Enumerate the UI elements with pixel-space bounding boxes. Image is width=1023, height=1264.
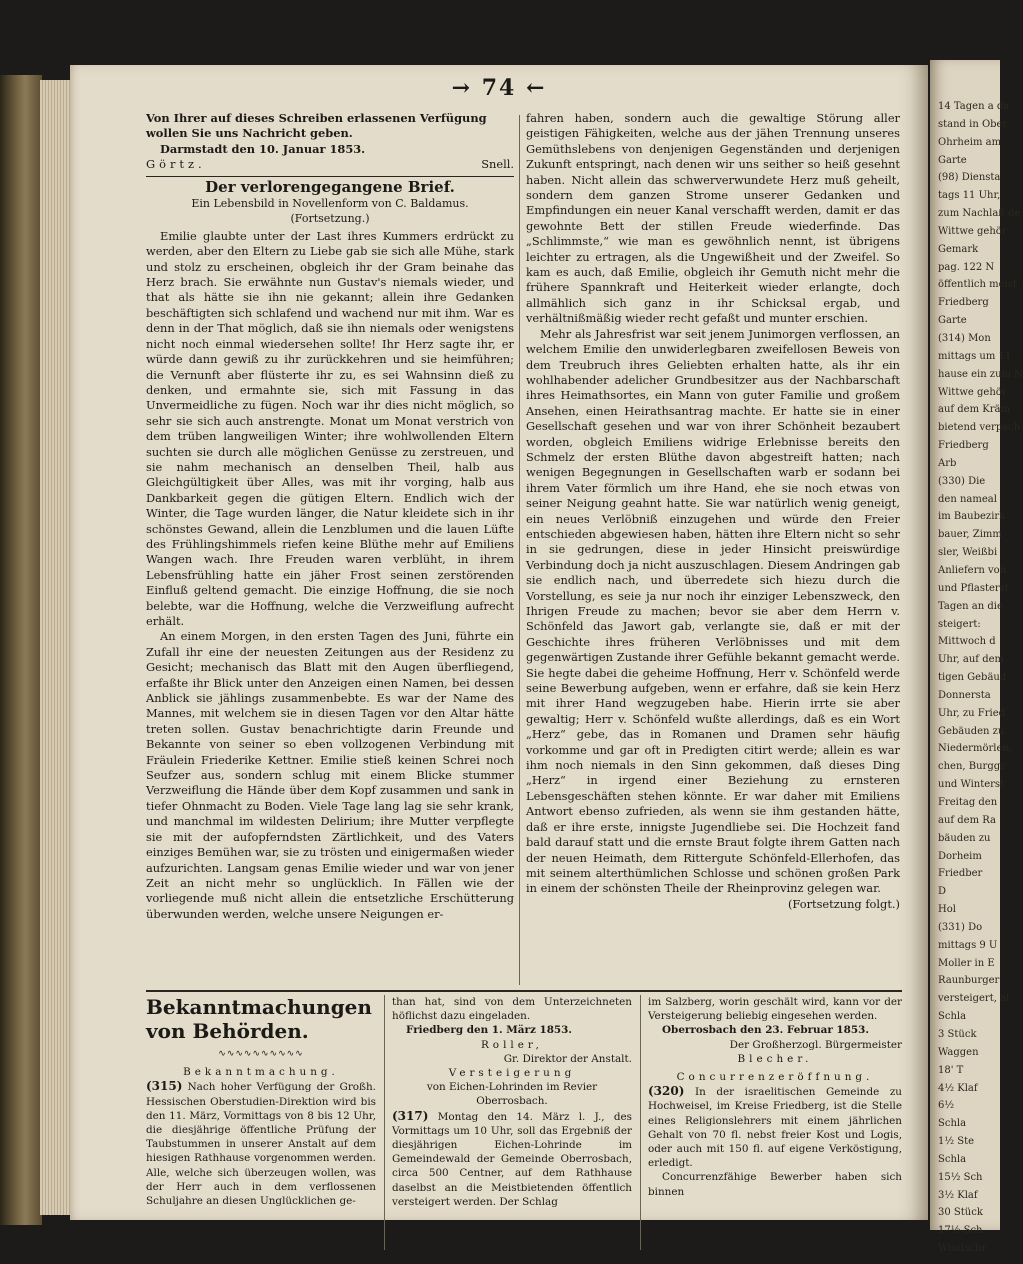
book-spine: [0, 75, 42, 1225]
facing-page-fragment: und Winterst: [938, 779, 1005, 791]
notice-text: In der israelitischen Gemeinde zu Hochweisel, im Kreise Friedberg, ist die Stelle eines Religionslehrers mit einem jährlichen Gehalt von 70 fl. nebst freier Kost und Logis, oder auch mit 150 fl. auf eigene Verköstigung, erledigt.: [648, 1086, 902, 1170]
facing-page-fragment: 17½ Sch: [938, 1225, 983, 1237]
facing-page-fragment: Niedermörlen,: [938, 743, 1012, 755]
facing-page-fragment: auf dem Kräm: [938, 404, 1010, 416]
facing-page-fragment: mittags 9 U: [938, 939, 998, 951]
facing-page-fragment: Friedber: [938, 868, 983, 880]
paragraph: Emilie glaubte unter der Last ihres Kummers erdrückt zu werden, aber den Eltern zu Liebe gab sie sich alle Mühe, stark und stolz zu erscheinen, obgleich ihr der Gram beinahe das Herz brach. Sie erwähnte nun Gustav's niemals wieder, und that als hätte sie ihn nie gekannt; allein ihre Gedanken beschäftigten sich schlafend und wachend nur mit ihm. War es denn in der That möglich, daß sie ihn niemals oder wenigstens nicht noch einmal wiedersehen sollte! Ihr Herz sagte ihr, er würde dann gewiß zu ihr zurückkehren und sie heimführen; die Vernunft aber flüsterte ihr zu, es sei Wahnsinn dieß zu denken, und ermahnte sie, sich mit Fassung in das Unvermeidliche zu fügen. Noch war ihr dies nicht möglich, so sehr sie sich auch anstrengte. Monat um Monat verstrich von dem trüben langweiligen Winter; ihre wohlwollenden Eltern suchten sie durch alle möglichen Genüsse zu zerstreuen, und sie nahm mechanisch an denselben Theil, halb aus Gleichgültigkeit über Alles, was mit ihr vorging, halb aus Dankbarkeit gegen die gütigen Eltern. Endlich wich der Winter, die Tage wurden länger, die Natur kleidete sich in ihr schönstes Gewand, allein die Lenzblumen und die lauen Lüfte des Frühlingshimmels riefen keine Blüthe mehr auf Emiliens Wangen wach. Ihre Freuden waren verblüht, in ihrem Lebensfrühling hatte ein jäher Frost seinen zerstörenden Einfluß geltend gemacht. Die einzige Hoffnung, die sie noch belebte, war die Hoffnung, welche die Verzweiflung aufrecht erhält.: [146, 228, 514, 628]
facing-page-fragment: Freitag den: [938, 797, 998, 808]
facing-page-fragment: versteigert, al: [938, 993, 1010, 1005]
notice-text: than hat, sind von dem Unterzeichneten höflichst dazu eingeladen.: [392, 996, 632, 1023]
facing-page-fragment: sler, Weißbi: [938, 547, 998, 559]
facing-page-fragment: Tagen an die: [938, 600, 1003, 612]
facing-page-fragment: Uhr, zu Fried: [938, 707, 1006, 719]
facing-page-fragment: (314) Mon: [938, 333, 991, 344]
notice-text: Nach hoher Verfügung der Großh. Hessischen Oberstudien-Direktion wird bis den 11. März, Vormittags von 8 bis 12 Uhr, die diesjährige öffentliche Prüfung der Taubstummen in unserer Anstalt auf dem hiesigen Rathhause vorgenommen werden. Alle, welche sich überzeugen wollen, was der Herr auch in dem verflossenen Schuljahre an diesen Unglücklichen ge-: [146, 1081, 376, 1208]
left-column: [146, 111, 514, 922]
notice-column-2: [392, 995, 632, 1209]
facing-page-fragment: Hol: [938, 904, 956, 916]
facing-page-fragment: Wittwe gehör: [938, 386, 1007, 398]
facing-page-fragment: hause ein zum N: [938, 368, 1023, 380]
page-number: → 74 ←: [451, 75, 547, 101]
notice-divider: [640, 995, 641, 1250]
notice-divider: [384, 995, 385, 1250]
signature-line: [146, 157, 514, 172]
signer: Blecher.: [737, 1052, 813, 1065]
continuation-note: (Fortsetzung folgt.): [787, 896, 900, 911]
page-edges: [40, 80, 72, 1215]
paragraph: An einem Morgen, in den ersten Tagen des Juni, führte ein Zufall ihr eine der neuesten Zeitungen aus der Residenz zu Gesicht; mechanisch das Blatt mit den Augen überfliegend, erfaßte ihr Blick unter den Anzeigen einen Namen, bei dessen Anblick sie jählings zusammenbebte. Es war der Name des Mannes, mit welchem sie in diesen Tagen vor den Altar hätte treten sollen. Gustav benachrichtigte darin Freunde und Bekannte von seiner so eben vollzogenen Verbindung mit Fräulein Friederike Kettner. Emilie stieß keinen Schrei noch Seufzer aus, sondern schlug mit einem Blicke stummer Verzweiflung die Hände über dem Kopf zusammen und sank in tiefer Ohnmacht zu Boden. Viele Tage lang lag sie sehr krank, und manchmal im wildesten Delirium; ihre Mutter verpflegte sie mit der aufopferndsten Zärtlichkeit, und des Vaters einziges Bemühen war, sie zu trösten und einigermaßen wieder aufzurichten. Langsam genas Emilie wieder und war von jener Zeit an nicht mehr so unglücklich. In Fällen wie der vorliegende muß nicht allein die entsetzliche Erschütterung überwunden werden, welche unsere Neigungen er-: [146, 629, 514, 921]
facing-page-fragment: bietend verpach: [938, 422, 1021, 434]
notice-subheading-2: von Eichen-Lohrinden im Revier Oberrosbach.: [426, 1081, 598, 1108]
facing-page-fragment: tags 11 Uhr,: [938, 190, 1001, 202]
ornament: ∿∿∿∿∿∿∿∿∿∿: [218, 1049, 304, 1059]
ornament-right: ←: [516, 75, 547, 101]
notice-subheading: Versteigerung: [448, 1067, 576, 1080]
facing-page-fragment: steigert:: [938, 618, 981, 630]
facing-page-fragment: Uhr, auf dem: [938, 654, 1004, 666]
facing-page-fragment: Ohrheim am: [938, 136, 1002, 148]
facing-page-fragment: 6½: [938, 1100, 955, 1112]
facing-page-fragment: auf dem Ra: [938, 814, 996, 826]
facing-page-fragment: Schla: [938, 1011, 967, 1023]
facing-page-fragment: den nameal: [938, 493, 997, 505]
notice-text: im Salzberg, worin geschält wird, kann vor der Versteigerung beliebig eingesehen werden.: [648, 996, 902, 1023]
date-line: Oberrosbach den 23. Februar 1853.: [662, 1024, 869, 1037]
section-divider: [146, 990, 902, 992]
facing-page-fragment: 15½ Sch: [938, 1171, 983, 1183]
facing-page-fragment: Dorheim: [938, 850, 982, 862]
notice-column-3: [648, 995, 902, 1199]
facing-page-fragment: 3 Stück: [938, 1029, 977, 1040]
facing-page-fragment: Wittwe gehör: [938, 225, 1007, 237]
facing-page-fragment: Moller in E: [938, 957, 995, 969]
date-line: Friedberg den 1. März 1853.: [406, 1024, 573, 1037]
signer-left: Görtz.: [146, 157, 206, 172]
ornament-left: →: [451, 75, 482, 101]
facing-page-fragment: bauer, Zimm: [938, 529, 1002, 541]
notices-heading: Bekanntmachungen von Behörden.: [146, 995, 372, 1043]
notice-number: (315): [146, 1079, 183, 1094]
notice-number: (320): [648, 1084, 685, 1099]
facing-page-fragment: Friedberg: [938, 297, 989, 309]
right-column: [526, 111, 900, 912]
facing-page-fragment: Waggen: [938, 1046, 979, 1058]
facing-page-fragment: öffentlich meist: [938, 279, 1017, 291]
story-subtitle: Ein Lebensbild in Novellenform von C. Baldamus.: [191, 197, 469, 211]
date-line: Darmstadt den 10. Januar 1853.: [160, 141, 366, 156]
facing-page-fragment: bäuden zu: [938, 832, 991, 844]
facing-page-fragment: 18' T: [938, 1064, 964, 1076]
intro-line-2: wollen Sie uns Nachricht geben.: [146, 126, 353, 141]
newspaper-page: [70, 65, 928, 1220]
facing-page-fragment: D: [938, 886, 947, 898]
facing-page-fragment: Mittwoch d: [938, 636, 996, 648]
column-divider: [519, 115, 520, 985]
facing-page-fragment: (331) Do: [938, 921, 983, 933]
rule: [146, 176, 514, 177]
facing-page-fragment: chen, Burggr: [938, 761, 1005, 773]
facing-page-fragment: stand in Ober: [938, 118, 1008, 130]
paragraph: fahren haben, sondern auch die gewaltige Störung aller geistigen Fähigkeiten, welche aus der jähen Trennung unseres Gemüthslebens von denjenigen Gegenständen und derjenigen Zukunft entspringt, nach denen wir uns seither so heiß gesehnt haben. Nicht allein das schwerverwundete Herz muß geheilt, sondern dem ganzen Strome unserer Gedanken und Empfindungen ein neuer Kanal verschafft werden, damit er das gewohnte Bett der stillen Freude wiederfinde. Das „Schlimmste,“ wie man es gewöhnlich nennt, ist übrigens leichter zu ertragen, als die Ungewißheit und der Zweifel. So kam es auch, daß Emilie, obgleich ihr Gemuth nicht mehr die frühere Spannkraft und Heiterkeit wieder erlangte, doch allmählich sich ganz in ihr Schicksal ergab, und verhältnißmäßig wieder recht gefaßt und munter erschien.: [526, 111, 900, 326]
notice-subheading: Bekanntmachung.: [183, 1066, 339, 1079]
facing-page-fragment: Schla: [938, 1118, 967, 1130]
facing-page-fragment: Garte: [938, 154, 967, 166]
facing-page-fragment: Friedberg: [938, 440, 989, 452]
facing-page-fragment: Schla: [938, 1153, 967, 1165]
facing-page-fragment: mittags um 11: [938, 350, 1012, 362]
facing-page-fragment: tigen Gebäud: [938, 672, 1007, 684]
facing-page-fragment: Anliefern von: [938, 565, 1007, 576]
signer-title: Der Großherzogl. Bürgermeister: [729, 1038, 902, 1051]
notice-subheading: Concurrenzeröffnung.: [676, 1071, 874, 1084]
facing-page-fragment: pag. 122 N: [938, 261, 995, 273]
facing-page-fragment: 14 Tagen a da: [938, 101, 1010, 112]
facing-page-fragment: 3½ Klaf: [938, 1189, 978, 1201]
notice-text: Concurrenzfähige Bewerber haben sich binnen: [648, 1171, 902, 1198]
facing-page-fragment: und Pflasterst: [938, 582, 1009, 594]
facing-page-fragment: 1½ Ste: [938, 1136, 975, 1148]
notice-column-1: [146, 995, 376, 1208]
facing-page-fragment: 30 Stück: [938, 1207, 983, 1219]
facing-page-fragment: Raunburger: [938, 975, 1000, 987]
continuation-label: (Fortsetzung.): [290, 212, 370, 226]
facing-page-fragment: Gebäuden zu: [938, 725, 1005, 737]
facing-page-fragment: (98) Diensta: [938, 172, 1001, 184]
paragraph: Mehr als Jahresfrist war seit jenem Junimorgen verflossen, an welchem Emilie den unwiderlegbaren zweifellosen Beweis von dem Treubruch ihres Geliebten erhalten hatte, als ihr ein wohlhabender adelicher Grundbesitzer aus der Nachbarschaft ihres Heimathsortes, ein Mann von guter Familie und großem Ansehen, einen Heirathsantrag machte. Er hatte sie in einer Gesellschaft gesehen und war von ihrer Schönheit bezaubert worden, obgleich Emiliens widrige Erlebnisse bereits den Schmelz der ersten Blüthe davon abgestreift hatten; nach wenigen Begegnungen in Gesellschaften warb er sodann bei ihrem Vater förmlich um ihre Hand, ehe sie noch etwas von seiner Neigung geahnt hatte. Sie war natürlich wenig geneigt, ein neues Verlöbniß einzugehen und würde den Freier entschieden abgewiesen haben, hätten ihre Eltern nicht so sehr in sie gedrungen, diese in jeder Hinsicht preiswürdige Verbindung doch ja nicht auszuschlagen. Diesem Andringen gab sie endlich nach, und überredete sich hiezu durch die Vorstellung, es seie ja nur noch ihr einziger Lebenszweck, den Ihrigen Freude zu machen; bevor sie aber dem Herrn v. Schönfeld das Jawort gab, verlangte sie, daß er mit der Geschichte ihres früheren Verlöbnisses und mit dem gegenwärtigen Zustande ihrer Gefühle bekannt gemacht werde. Sie hegte dabei die geheime Hoffnung, Herr v. Schönfeld werde seine Bewerbung aufgeben, wenn er erfahre, daß sie kein Herz mit ihrer Hand wegzugeben habe. Hierin irrte sie aber gewaltig; Herr v. Schönfeld wußte allerdings, daß es ein Wort „Herz“ gebe, das in Romanen und Dramen sehr häufig vorkomme und gar oft in Predigten citirt werde; allein es war ihm noch niemals in den Sinn gekommen, daß dieses Ding „Herz“ in irgend einer Beziehung zu ernsteren Lebensgeschäften stehen könnte. Er war daher mit Emiliens Antwort ebenso zufrieden, als wenn sie ihm gestanden hätte, daß er ihre erste, innigste Jugendliebe sei. Die Hochzeit fand bald darauf statt und die ernste Braut folgte ihrem Gatten nach der neuen Heimath, dem Rittergute Schönfeld-Ellerhofen, das mit seinem alterthümlichen Schlosse und schönen großen Park in einem der schönsten Theile der Rheinprovinz gelegen war.: [526, 326, 900, 896]
intro-line-1: Von Ihrer auf dieses Schreiben erlassenen Verfügung: [146, 111, 487, 125]
facing-page-fragment: Windschr: [938, 1243, 987, 1255]
notice-number: (317): [392, 1108, 429, 1123]
facing-page-fragment: Donnersta: [938, 689, 991, 701]
story-title: Der verlorengegangene Brief.: [205, 177, 455, 196]
facing-page-fragment: zum Nachlaß de: [938, 208, 1021, 220]
notice-text: Montag den 14. März l. J., des Vormittags um 10 Uhr, soll das Ergebniß der diesjährigen Eichen-Lohrinde im Gemeindewald der Gemeinde Oberrosbach, circa 500 Centner, auf dem Rathhause daselbst an die Meistbietenden öffentlich versteigert werden. Der Schlag: [392, 1110, 632, 1208]
signer-right: Snell.: [481, 157, 514, 172]
facing-page-fragment: (330) Die: [938, 475, 986, 487]
facing-page-fragment: im Baubezirk: [938, 511, 1006, 523]
signer-title: Gr. Direktor der Anstalt.: [503, 1052, 632, 1065]
facing-page-fragment: Garte: [938, 315, 967, 327]
facing-page-fragment: Gemark: [938, 243, 979, 255]
signer: Roller,: [480, 1038, 543, 1051]
facing-page-fragment: Arb: [938, 457, 957, 469]
facing-page: [930, 60, 1023, 1255]
facing-page-fragment: 4½ Klaf: [938, 1082, 978, 1094]
